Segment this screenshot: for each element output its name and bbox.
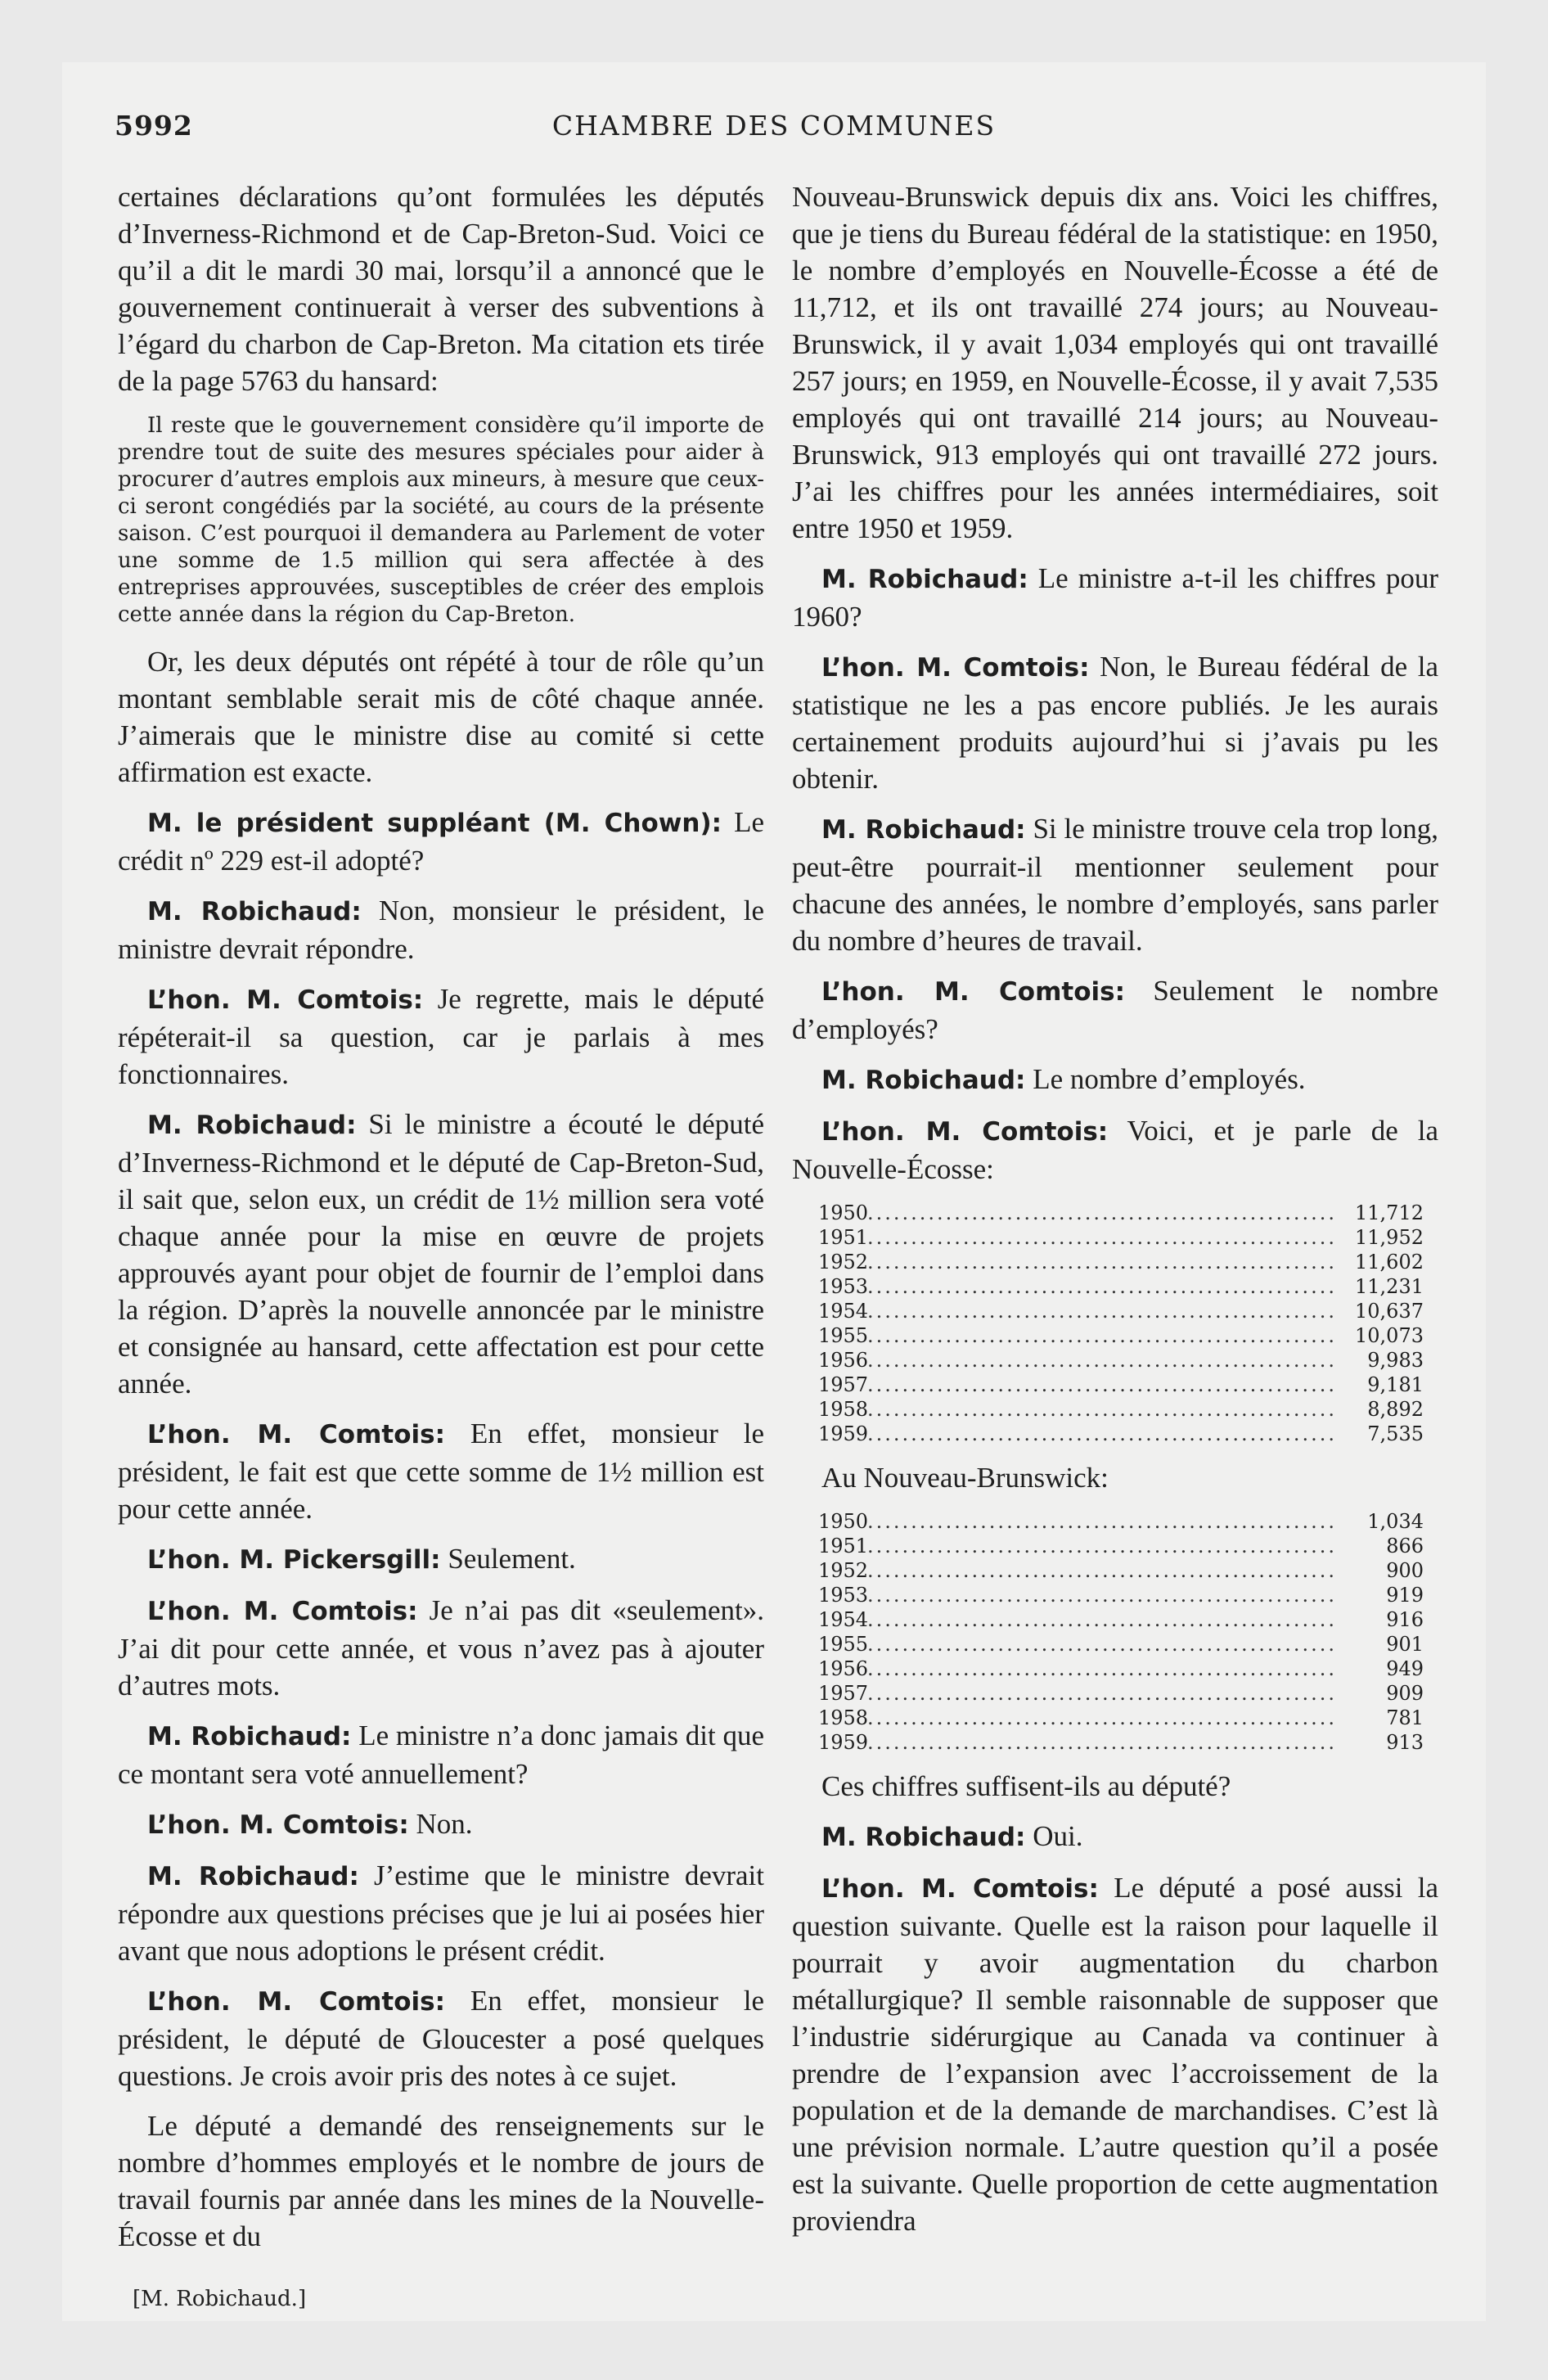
speech-text: Voici, et je parle de la Nouvelle-Écosse: xyxy=(792,1115,1439,1185)
value-cell: 9,181 xyxy=(1367,1373,1424,1396)
speaker-name: M. Robichaud: xyxy=(821,815,1026,845)
table-row xyxy=(818,1225,1424,1250)
table-row xyxy=(818,1730,1424,1755)
table-row xyxy=(818,1706,1424,1730)
value-cell: 901 xyxy=(1386,1633,1424,1656)
year-cell: 1952 xyxy=(818,1559,869,1582)
table-row xyxy=(818,1657,1424,1681)
speaker-name: L’hon. M. Pickersgill: xyxy=(147,1545,441,1575)
table-row xyxy=(818,1607,1424,1632)
value-cell: 900 xyxy=(1386,1559,1424,1582)
table-row xyxy=(818,1632,1424,1657)
value-cell: 913 xyxy=(1386,1731,1424,1754)
quotation: Il reste que le gouvernement considère qu’il importe de prendre tout de suite des mesures spéciales pour aider à procurer d’autres emplois aux mineurs, à mesure que ceux-ci seront congédiés par la société, au cours de la présente saison. C’est pourquoi il demandera au Parlement de voter une somme de 1.5 million qui sera affectée à des entreprises approuvées, susceptibles de créer des emplois cette année dans la région du Cap-Breton. xyxy=(118,413,764,627)
footer-note: [M. Robichaud.] xyxy=(133,2287,307,2311)
speaker-name: M. Robichaud: xyxy=(147,1862,359,1891)
dot-leader xyxy=(867,1422,1334,1446)
speaker-name: L’hon. M. Comtois: xyxy=(821,977,1125,1007)
table-row xyxy=(818,1373,1424,1397)
right-column xyxy=(792,178,1438,2252)
paragraph: Au Nouveau-Brunswick: xyxy=(821,1462,1109,1494)
speech xyxy=(792,1112,1438,1188)
year-cell: 1959 xyxy=(818,1731,869,1754)
speech xyxy=(792,1869,1438,2239)
table-row xyxy=(818,1274,1424,1299)
table-row xyxy=(818,1558,1424,1583)
year-cell: 1957 xyxy=(818,1373,869,1396)
speech-text: Seulement le nombre d’employés? xyxy=(792,975,1439,1045)
speech xyxy=(118,980,764,1093)
speech-text: Non, le Bureau fédéral de la statistique ne les a pas encore publiés. Je les aurais certainement produits aujourd’hui si j’avais pu les obtenir. xyxy=(792,651,1438,795)
speech-text: Si le ministre trouve cela trop long, peut-être pourrait-il mentionner seulement pour chacune des années, le nombre d’employés, sans parler du nombre d’heures de travail. xyxy=(792,813,1438,957)
speech-text: Seulement. xyxy=(440,1543,576,1575)
table-row xyxy=(818,1422,1424,1446)
value-cell: 11,952 xyxy=(1355,1226,1424,1249)
speaker-name: M. le président suppléant (M. Chown): xyxy=(147,809,722,838)
year-cell: 1950 xyxy=(818,1510,869,1533)
paragraph: Ces chiffres suffisent-ils au député? xyxy=(821,1770,1231,1802)
speaker-name: M. Robichaud: xyxy=(821,565,1028,594)
speaker-name: L’hon. M. Comtois: xyxy=(147,1987,445,2017)
table-row xyxy=(818,1323,1424,1348)
value-cell: 919 xyxy=(1386,1584,1424,1607)
speaker-name: M. Robichaud: xyxy=(821,1823,1026,1852)
speech-text: Non, monsieur le président, le ministre devrait répondre. xyxy=(118,895,764,965)
table-row xyxy=(818,1348,1424,1373)
table-row xyxy=(818,1299,1424,1323)
value-cell: 909 xyxy=(1386,1682,1424,1705)
speaker-name: M. Robichaud: xyxy=(821,1066,1026,1095)
speech-text: En effet, monsieur le président, le député de Gloucester a posé quelques questions. Je crois avoir pris des notes à ce sujet. xyxy=(118,1985,764,2092)
year-cell: 1950 xyxy=(818,1201,869,1224)
value-cell: 11,712 xyxy=(1355,1201,1424,1224)
speech xyxy=(118,892,764,967)
year-cell: 1955 xyxy=(818,1633,869,1656)
speaker-name: L’hon. M. Comtois: xyxy=(147,1597,418,1626)
year-cell: 1953 xyxy=(818,1275,869,1298)
speech xyxy=(118,1415,764,1527)
page xyxy=(62,62,1486,2321)
year-cell: 1955 xyxy=(818,1324,869,1347)
dot-leader xyxy=(867,1706,1334,1730)
value-cell: 1,034 xyxy=(1367,1510,1424,1533)
year-cell: 1954 xyxy=(818,1300,869,1323)
speaker-name: M. Robichaud: xyxy=(147,897,362,926)
speech-text: Non. xyxy=(408,1808,473,1840)
dot-leader xyxy=(867,1373,1334,1397)
year-cell: 1954 xyxy=(818,1608,869,1631)
dot-leader xyxy=(867,1607,1334,1632)
speech-text: Le député a posé aussi la question suivante. Quelle est la raison pour laquelle il pourrait y avoir augmentation du charbon métallurgique? Il semble raisonnable de supposer que l’industrie sidérurgique au Canada va continuer à prendre de l’expansion avec l’accroissement de la population et de la demande de marchandises. C’est là une prévision normale. L’autre question qu’il a posée est la suivante. Quelle proportion de cette augmentation proviendra xyxy=(792,1872,1439,2237)
paragraph: Le député a demandé des renseignements sur le nombre d’hommes employés et le nombre de jours de travail fournis par année dans les mines de la Nouvelle-Écosse et du xyxy=(118,2110,764,2252)
new-brunswick-table xyxy=(818,1509,1424,1755)
dot-leader xyxy=(867,1558,1334,1583)
speech xyxy=(792,1818,1438,1856)
dot-leader xyxy=(867,1225,1334,1250)
value-cell: 11,231 xyxy=(1355,1275,1424,1298)
year-cell: 1956 xyxy=(818,1657,869,1680)
speaker-name: L’hon. M. Comtois: xyxy=(821,1117,1109,1147)
speech-text: Le nombre d’employés. xyxy=(1025,1063,1306,1095)
dot-leader xyxy=(867,1632,1334,1657)
speech xyxy=(118,1717,764,1792)
value-cell: 10,073 xyxy=(1355,1324,1424,1347)
paragraph: Nouveau-Brunswick depuis dix ans. Voici les chiffres, que je tiens du Bureau fédéral de la statistique: en 1950, le nombre d’employés en Nouvelle-Écosse a été de 11,712, et ils ont travaillé 274 jours; au Nouveau-Brunswick, il y avait 1,034 employés qui ont travaillé 257 jours; en 1959, en Nouvelle-Écosse, il y avait 7,535 employés qui ont travaillé 214 jours; au Nouveau-Brunswick, 913 employés qui ont travaillé 272 jours. J’ai les chiffres pour les années intermédiaires, soit entre 1950 et 1959. xyxy=(792,181,1438,544)
dot-leader xyxy=(867,1299,1334,1323)
value-cell: 8,892 xyxy=(1367,1398,1424,1421)
year-cell: 1958 xyxy=(818,1706,869,1729)
speech-text: Le ministre n’a donc jamais dit que ce montant sera voté annuellement? xyxy=(118,1720,764,1790)
dot-leader xyxy=(867,1201,1334,1225)
table-row xyxy=(818,1534,1424,1558)
speech xyxy=(792,648,1438,797)
paragraph: Or, les deux députés ont répété à tour de rôle qu’un montant semblable serait mis de côté chaque année. J’aimerais que le ministre dise au comité si cette affirmation est exacte. xyxy=(118,646,764,788)
speech xyxy=(118,1106,764,1402)
year-cell: 1956 xyxy=(818,1349,869,1372)
year-cell: 1959 xyxy=(818,1422,869,1445)
dot-leader xyxy=(867,1348,1334,1373)
speech xyxy=(118,1982,764,2094)
year-cell: 1951 xyxy=(818,1226,869,1249)
value-cell: 11,602 xyxy=(1355,1251,1424,1273)
table-row xyxy=(818,1250,1424,1274)
speaker-name: L’hon. M. Comtois: xyxy=(821,1874,1099,1904)
speech xyxy=(792,810,1438,959)
speech-text: Le crédit nº 229 est-il adopté? xyxy=(118,806,764,877)
speech-text: Le ministre a-t-il les chiffres pour 1960? xyxy=(792,562,1438,633)
table-row xyxy=(818,1201,1424,1225)
speech-text: J’estime que le ministre devrait répondre aux questions précises que je lui ai posées hier avant que nous adoptions le présent crédit. xyxy=(118,1859,764,1967)
speech-text: Je n’ai pas dit «seulement». J’ai dit pour cette année, et vous n’avez pas à ajouter d’autres mots. xyxy=(118,1594,764,1702)
value-cell: 10,637 xyxy=(1355,1300,1424,1323)
dot-leader xyxy=(867,1250,1334,1274)
value-cell: 866 xyxy=(1386,1535,1424,1557)
speaker-name: L’hon. M. Comtois: xyxy=(147,985,424,1015)
table-row xyxy=(818,1509,1424,1534)
dot-leader xyxy=(867,1274,1334,1299)
speech xyxy=(118,1857,764,1969)
value-cell: 916 xyxy=(1386,1608,1424,1631)
speaker-name: L’hon. M. Comtois: xyxy=(147,1420,445,1449)
running-head: CHAMBRE DES COMMUNES xyxy=(551,110,997,142)
speaker-name: M. Robichaud: xyxy=(147,1111,357,1140)
speech-text: Oui. xyxy=(1025,1820,1083,1852)
speech xyxy=(118,1540,764,1579)
table-row xyxy=(818,1681,1424,1706)
page-header xyxy=(115,110,1433,151)
value-cell: 781 xyxy=(1386,1706,1424,1729)
value-cell: 949 xyxy=(1386,1657,1424,1680)
dot-leader xyxy=(867,1509,1334,1534)
speech xyxy=(792,1061,1438,1099)
dot-leader xyxy=(867,1657,1334,1681)
dot-leader xyxy=(867,1730,1334,1755)
table-row xyxy=(818,1583,1424,1607)
speaker-name: L’hon. M. Comtois: xyxy=(821,653,1090,683)
speech-text: Je regrette, mais le député répéterait-il sa question, car je parlais à mes fonctionnaires. xyxy=(118,983,764,1090)
year-cell: 1951 xyxy=(818,1535,869,1557)
speech-text: En effet, monsieur le président, le fait est que cette somme de 1½ million est pour cette année. xyxy=(118,1418,764,1525)
dot-leader xyxy=(867,1323,1334,1348)
dot-leader xyxy=(867,1681,1334,1706)
paragraph: certaines déclarations qu’ont formulées les députés d’Inverness-Richmond et de Cap-Breton-Sud. Voici ce qu’il a dit le mardi 30 mai, lorsqu’il a annoncé que le gouvernement continuerait à verser des subventions à l’égard du charbon de Cap-Breton. Ma citation ets tirée de la page 5763 du hansard: xyxy=(118,181,764,397)
year-cell: 1952 xyxy=(818,1251,869,1273)
table-row xyxy=(818,1397,1424,1422)
dot-leader xyxy=(867,1583,1334,1607)
year-cell: 1957 xyxy=(818,1682,869,1705)
speech xyxy=(792,972,1438,1048)
value-cell: 7,535 xyxy=(1367,1422,1424,1445)
year-cell: 1953 xyxy=(818,1584,869,1607)
speech xyxy=(118,1592,764,1704)
value-cell: 9,983 xyxy=(1367,1349,1424,1372)
dot-leader xyxy=(867,1534,1334,1558)
nova-scotia-table xyxy=(818,1201,1424,1446)
speaker-name: L’hon. M. Comtois: xyxy=(147,1810,409,1840)
dot-leader xyxy=(867,1397,1334,1422)
year-cell: 1958 xyxy=(818,1398,869,1421)
speaker-name: M. Robichaud: xyxy=(147,1722,352,1751)
speech xyxy=(792,560,1438,635)
speech-text: Si le ministre a écouté le député d’Inverness-Richmond et le député de Cap-Breton-Sud, il sait que, selon eux, un crédit de 1½ million sera voté chaque année pour la mise en œuvre de projets approuvés ayant pour objet de fournir de l’emploi dans la région. D’après la nouvelle annoncée par le ministre et consignée au hansard, cette affectation est pour cette année. xyxy=(118,1108,764,1400)
speech xyxy=(118,804,764,879)
page-number: 5992 xyxy=(115,110,193,142)
left-column xyxy=(118,178,764,2268)
speech xyxy=(118,1805,764,1844)
